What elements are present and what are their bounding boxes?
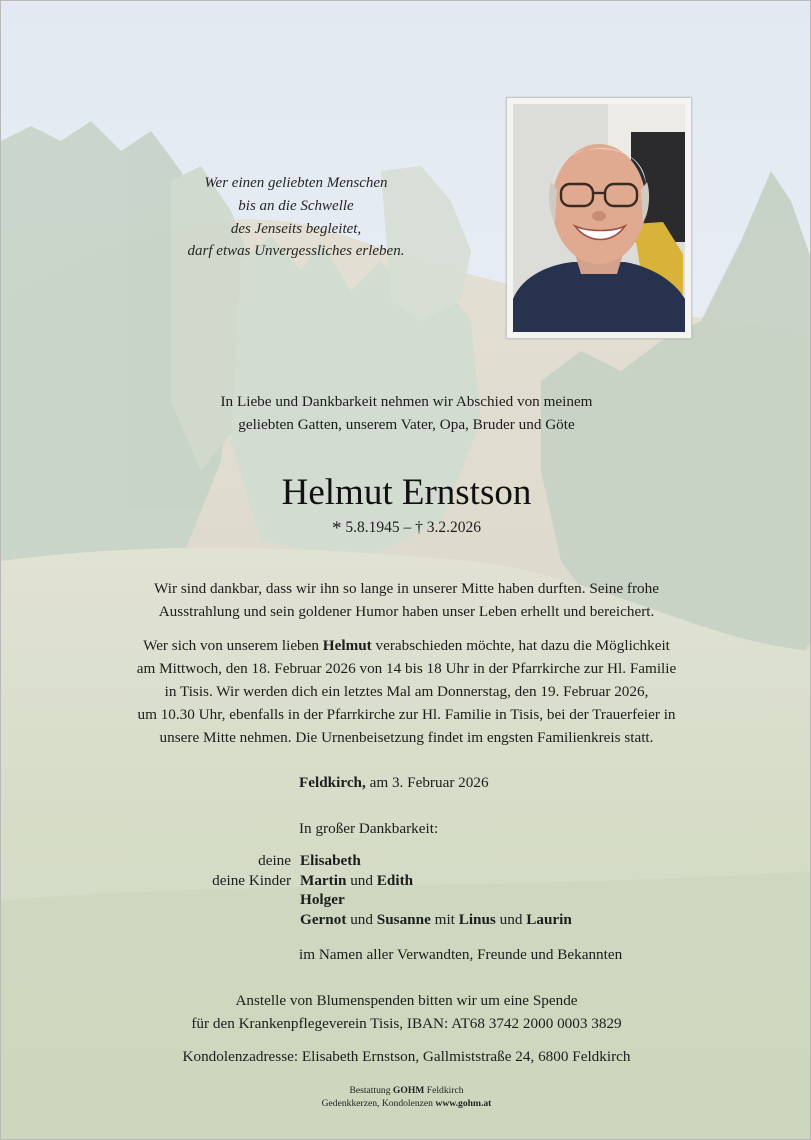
deceased-name: Helmut Ernstson	[281, 472, 532, 513]
text-line: für den Krankenpflegeverein Tisis, IBAN: AT68 3742 2000 0003 3829	[191, 1015, 622, 1032]
family-line	[300, 910, 572, 930]
wife-name: Elisabeth	[300, 852, 361, 869]
text-line: um 10.30 Uhr, ebenfalls in der Pfarrkirche zur Hl. Familie in Tisis, bei der Trauerfeier in	[137, 706, 676, 723]
family-line	[300, 890, 572, 910]
portrait-photo	[513, 104, 685, 332]
poem-line: darf etwas Unvergessliches erleben.	[187, 243, 405, 260]
partner-name: Edith	[376, 871, 414, 889]
label-wife: deine	[258, 852, 291, 869]
text-line: Ausstrahlung und sein goldener Humor haben unser Leben erhellt und bereichert.	[158, 603, 655, 620]
gratitude-paragraph	[41, 577, 772, 623]
family-line	[300, 851, 572, 871]
funeral-home-brand: GOHM	[392, 1085, 425, 1096]
family-labels	[141, 851, 291, 890]
funeral-home-footer	[1, 1085, 811, 1110]
text-line: Wir sind dankbar, dass wir ihn so lange in unserer Mitte haben durften. Seine frohe	[154, 580, 659, 597]
text-segment: verabschieden möchte, hat dazu die Möglichkeit	[375, 637, 670, 654]
on-behalf-line: im Namen aller Verwandten, Freunde und Bekannten	[299, 946, 623, 963]
text-line	[41, 634, 772, 657]
text-line: am Mittwoch, den 18. Februar 2026 von 14 bis 18 Uhr in der Pfarrkirche zur Hl. Familie	[136, 660, 677, 677]
partner-name: Susanne	[376, 910, 431, 928]
footer-line	[1, 1085, 811, 1098]
birth-date: 5.8.1945	[345, 519, 400, 536]
poem-line: bis an die Schwelle	[238, 197, 354, 214]
intro-text	[1, 390, 811, 436]
footer-line	[1, 1098, 811, 1111]
text-line: unsere Mitte nehmen. Die Urnenbeisetzung findet im engsten Familienkreis statt.	[159, 729, 654, 746]
label-children: deine Kinder	[212, 871, 291, 889]
poem	[141, 172, 451, 263]
text-line: in Tisis. Wir werden dich ein letztes Mal am Donnerstag, den 19. Februar 2026,	[164, 683, 649, 700]
child-name: Martin	[300, 871, 347, 889]
poem-line: Wer einen geliebten Menschen	[204, 175, 388, 191]
text-line: Anstelle von Blumenspenden bitten wir um eine Spende	[235, 992, 578, 1009]
text-segment: Gedenkkerzen, Kondolenzen	[321, 1097, 433, 1109]
connector: und	[350, 871, 373, 889]
grandchild-name: Linus	[458, 910, 496, 928]
place-city: Feldkirch,	[299, 774, 366, 791]
connector: und	[350, 910, 373, 928]
connector: mit	[434, 910, 455, 928]
child-name: Holger	[300, 891, 345, 909]
portrait-frame	[506, 97, 692, 339]
intro-line: In Liebe und Dankbarkeit nehmen wir Abschied von meinem	[220, 393, 593, 410]
death-cross-icon: †	[415, 519, 423, 536]
website-link[interactable]: www.gohm.at	[435, 1097, 492, 1109]
donation-note	[1, 989, 811, 1035]
connector: und	[499, 910, 523, 928]
family-names	[300, 851, 572, 929]
child-name: Gernot	[300, 910, 347, 928]
life-dates	[1, 517, 811, 540]
birth-star-icon: *	[332, 518, 342, 539]
condolence-address: Kondolenzadresse: Elisabeth Ernstson, Gallmiststraße 24, 6800 Feldkirch	[182, 1048, 631, 1065]
poem-line: des Jenseits begleitet,	[230, 220, 362, 237]
service-paragraph	[41, 634, 772, 749]
family-line	[300, 871, 572, 891]
place-date	[299, 772, 489, 794]
gratitude-heading: In großer Dankbarkeit:	[299, 820, 439, 837]
text-segment: Wer sich von unserem lieben	[143, 637, 319, 654]
text-segment: Bestattung	[349, 1085, 391, 1096]
death-date: 3.2.2026	[426, 519, 481, 536]
date-separator: –	[403, 519, 412, 536]
grandchild-name: Laurin	[526, 910, 572, 928]
intro-line: geliebten Gatten, unserem Vater, Opa, Bruder und Göte	[238, 416, 575, 433]
place-date-text: am 3. Februar 2026	[369, 774, 489, 791]
text-segment: Feldkirch	[426, 1085, 464, 1096]
portrait-icon	[513, 104, 685, 332]
first-name: Helmut	[322, 637, 372, 654]
